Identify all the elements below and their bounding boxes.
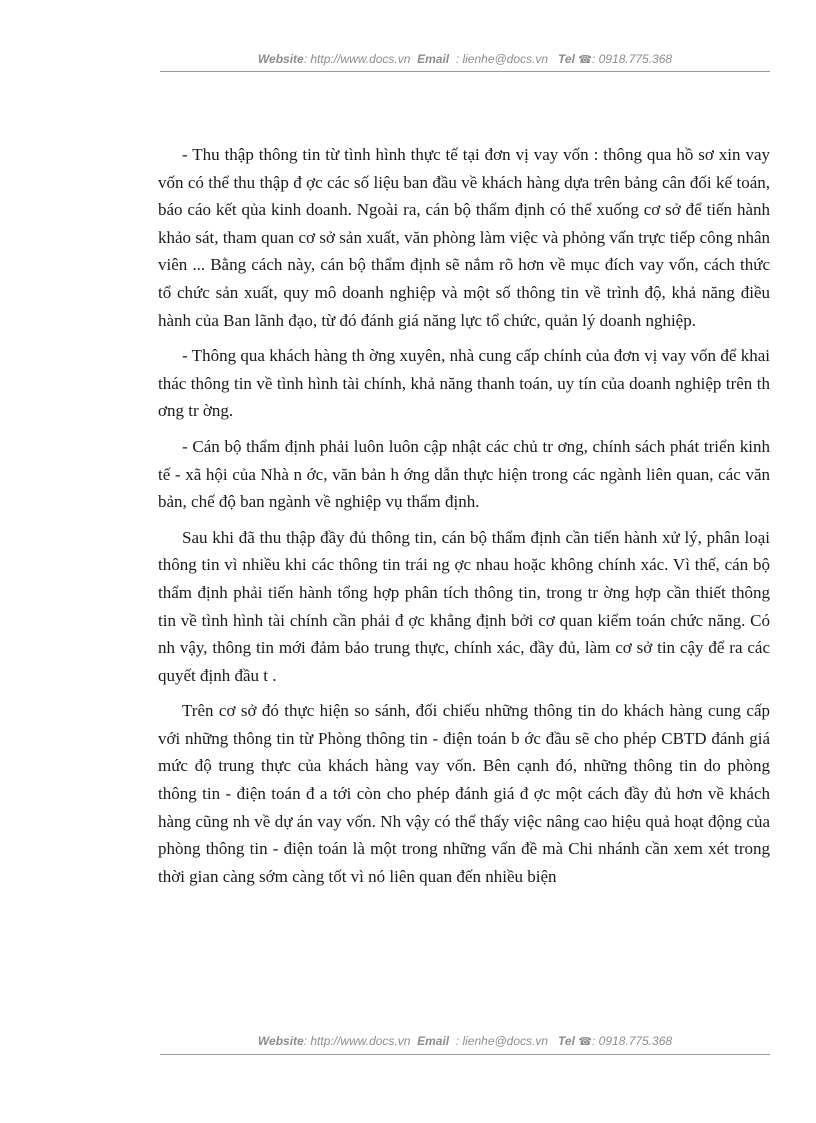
paragraph-5: Trên cơ sở đó thực hiện so sánh, đối chiếu những thông tin do khách hàng cung cấp với những thông tin từ Phòng thông tin - điện toán b ớc đầu sẽ cho phép CBTD đánh giá mức độ trung thực của khách hàng vay vốn. Bên cạnh đó, những thông tin do phòng thông tin - điện toán đ a tới còn cho phép đánh giá đ ợc một cách đầy đủ hơn về khách hàng cũng nh về dự án vay vốn. Nh vậy có thể thấy việc nâng cao hiệu quả hoạt động của phòng thông tin - điện toán là một trong những vấn đề mà Chi nhánh cần xem xét trong thời gian càng sớm càng tốt vì nó liên quan đến nhiều biện — [158, 701, 770, 886]
header-website-url[interactable]: : http://www.docs.vn — [303, 52, 411, 66]
footer-website-label: Website — [257, 1034, 304, 1048]
header-email-label: Email — [417, 52, 450, 66]
footer-tel-value: : 0918.775.368 — [592, 1034, 673, 1048]
header-website-label: Website — [257, 52, 304, 66]
page-header — [160, 52, 770, 72]
page-footer — [160, 1034, 770, 1054]
footer-divider — [160, 1054, 770, 1055]
header-tel-value: : 0918.775.368 — [592, 52, 673, 66]
footer-tel-label: Tel — [558, 1034, 575, 1048]
document-body — [158, 141, 770, 898]
footer-email-label: Email — [417, 1034, 450, 1048]
phone-icon: ☎ — [578, 1036, 592, 1048]
paragraph-1: - Thu thập thông tin từ tình hình thực tế tại đơn vị vay vốn : thông qua hồ sơ xin vay vốn có thể thu thập đ ợc các số liệu ban đầu về khách hàng dựa trên bảng cân đối kế toán, báo cáo kết qủa kinh doanh. Ngoài ra, cán bộ thẩm định có thể xuống cơ sở để tiến hành khảo sát, tham quan cơ sở sản xuất, văn phòng làm việc và phỏng vấn trực tiếp công nhân viên ... Bằng cách này, cán bộ thẩm định sẽ nắm rõ hơn về mục đích vay vốn, cách thức tổ chức sản xuất, quy mô doanh nghiệp và một số thông tin về trình độ, khả năng điều hành của Ban lãnh đạo, từ đó đánh giá năng lực tổ chức, quản lý doanh nghiệp. — [158, 145, 770, 330]
phone-icon: ☎ — [578, 54, 592, 66]
paragraph-4: Sau khi đã thu thập đầy đủ thông tin, cán bộ thẩm định cần tiến hành xử lý, phân loại thông tin vì nhiều khi các thông tin trái ng ợc nhau hoặc không chính xác. Vì thế, cán bộ thẩm định phải tiến hành tổng hợp phân tích thông tin, trong tr ờng hợp cần thiết thông tin về tình hình tài chính cần phải đ ợc khẳng định bởi cơ quan kiểm toán chức năng. Có nh vậy, thông tin mới đảm bảo trung thực, chính xác, đầy đủ, làm cơ sở tin cậy để ra các quyết định đầu t . — [158, 527, 770, 685]
header-divider — [160, 71, 770, 72]
paragraph-2: - Thông qua khách hàng th ờng xuyên, nhà cung cấp chính của đơn vị vay vốn để khai thác thông tin về tình hình tài chính, khả năng thanh toán, uy tín của doanh nghiệp trên th ơng tr ờng. — [158, 346, 770, 421]
paragraph-3: - Cán bộ thẩm định phải luôn luôn cập nhật các chủ tr ơng, chính sách phát triển kinh tế - xã hội của Nhà n ớc, văn bản h ớng dẫn thực hiện trong các ngành liên quan, các văn bản, chế độ ban ngành về nghiệp vụ thẩm định. — [158, 436, 770, 512]
footer-website-url[interactable]: : http://www.docs.vn — [303, 1034, 411, 1048]
header-email-value[interactable]: : lienhe@docs.vn — [455, 52, 549, 66]
header-tel-label: Tel — [558, 52, 575, 66]
footer-email-value[interactable]: : lienhe@docs.vn — [455, 1034, 549, 1048]
